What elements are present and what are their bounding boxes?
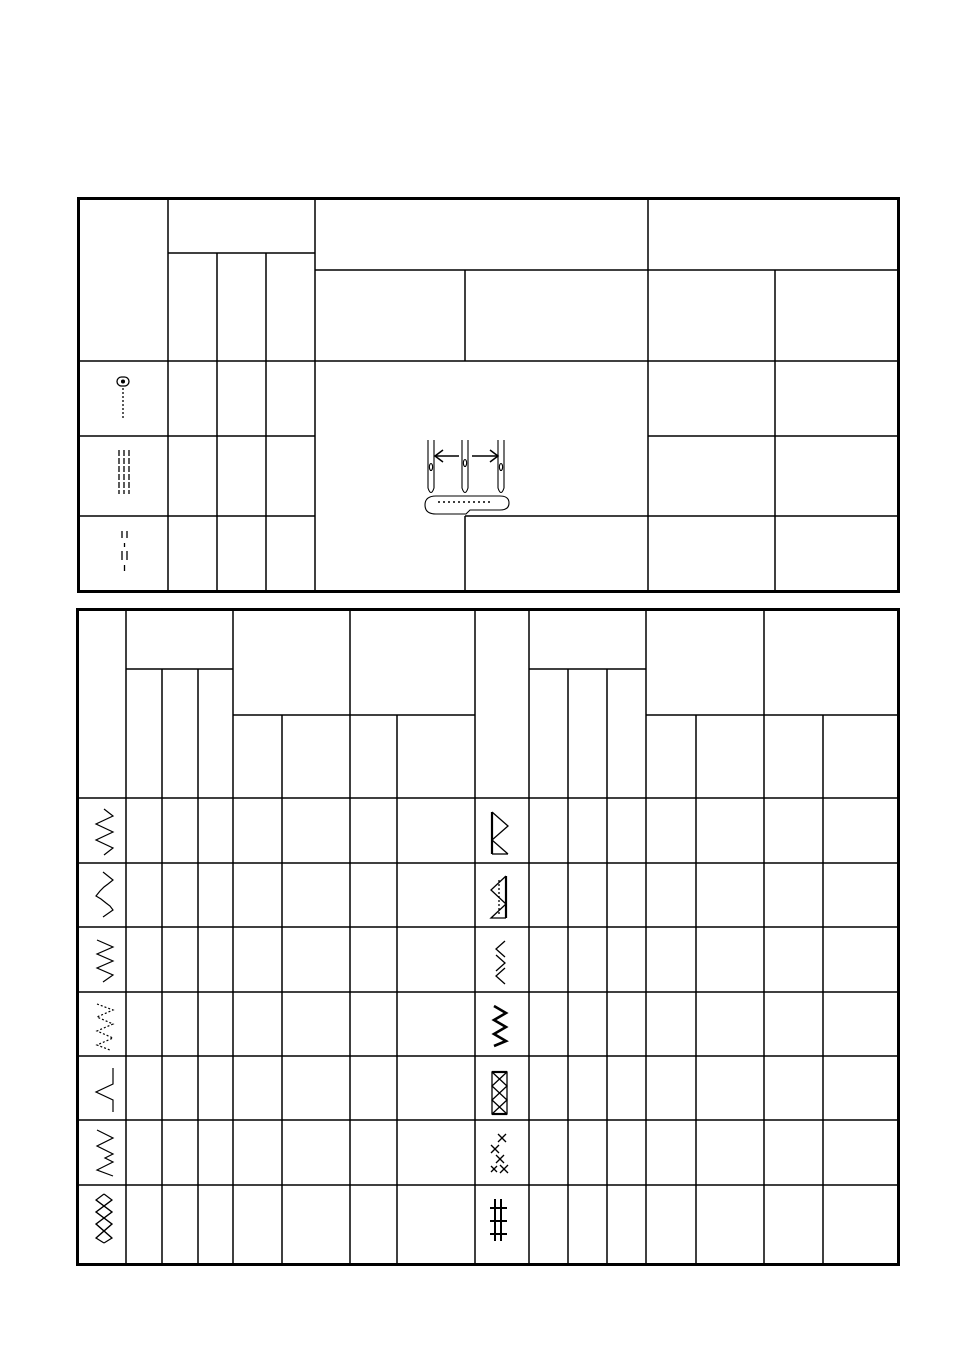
dotted-zigzag-icon — [97, 1004, 113, 1050]
bottom-table-border — [78, 610, 899, 1265]
ladder-stitch-icon — [490, 1199, 507, 1241]
bottom-table-grid — [78, 610, 898, 1264]
straight-stitch-needle-left-icon — [117, 377, 129, 418]
cross-stitch-icon — [491, 1134, 508, 1173]
bottom-table — [78, 610, 899, 1265]
multi-zigzag-icon — [97, 940, 113, 982]
triple-straight-stitch-icon — [119, 450, 129, 494]
three-step-zigzag-icon — [96, 872, 113, 917]
overlock-triangle-icon — [492, 812, 508, 854]
zigzag-stitch-icon — [96, 809, 113, 855]
blind-hem-icon — [96, 1068, 113, 1112]
needle-position-arrows-icon — [425, 440, 509, 514]
double-cross-stitch-icon — [96, 1194, 112, 1243]
feather-stitch-icon — [496, 941, 505, 984]
bold-zigzag-icon — [494, 1006, 506, 1046]
top-table — [79, 199, 899, 592]
basting-stitch-icon — [122, 531, 127, 571]
stretch-blind-hem-icon — [97, 1130, 113, 1176]
top-table-grid — [79, 199, 898, 591]
overcast-triangle-icon — [491, 876, 506, 918]
double-overlock-icon — [492, 1072, 507, 1114]
